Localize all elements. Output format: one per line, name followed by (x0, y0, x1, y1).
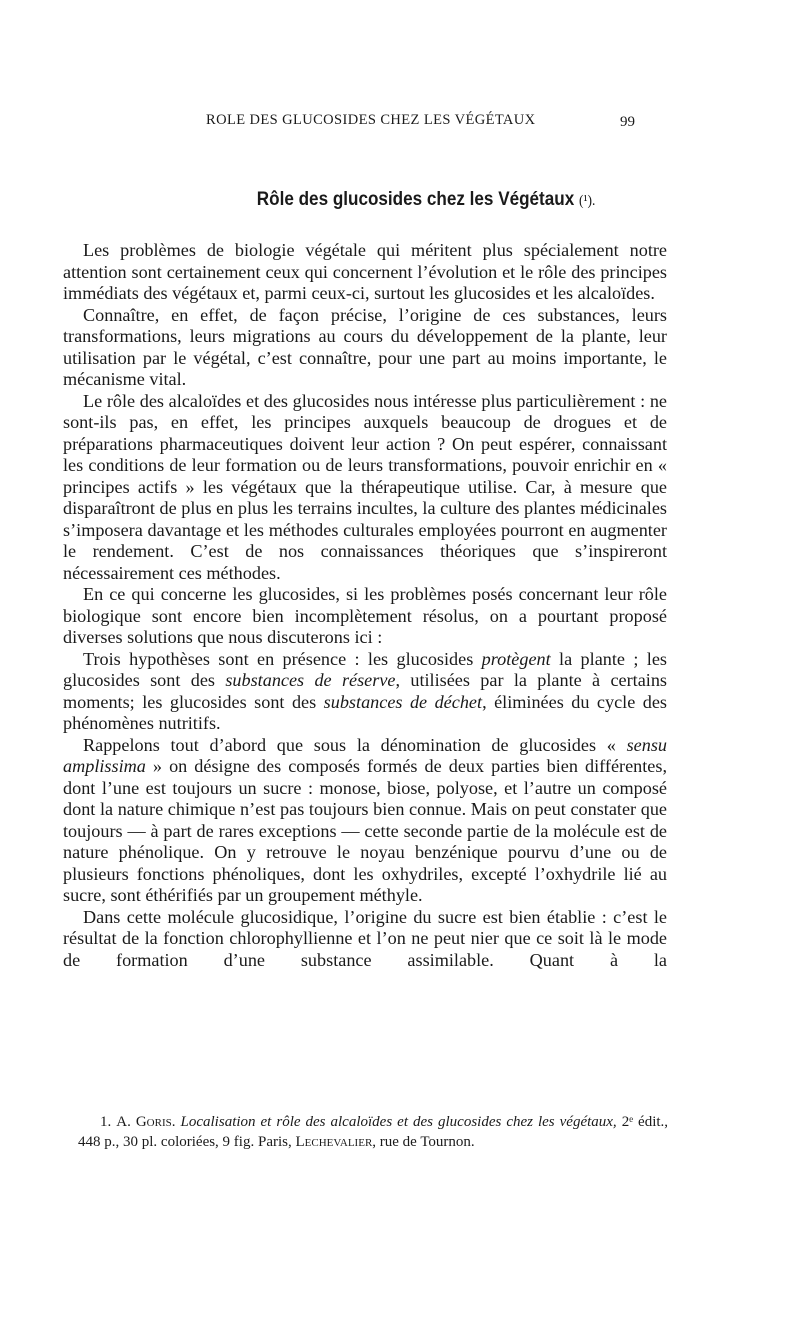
page-number: 99 (620, 114, 635, 130)
body-text (63, 240, 667, 971)
footnote-text (78, 1112, 668, 1152)
paragraph-4: En ce qui concerne les glucosides, si les problèmes posés concernant leur rôle biologique sont encore bien incomplètement résolus, on a pourtant proposé diverses solutions que nous discuterons ici : (63, 584, 667, 647)
paragraph-1: Les problèmes de biologie végétale qui méritent plus spécialement notre attention sont certainement ceux qui concernent l’évolution et le rôle des principes immédiats des végétaux et, parmi ceux-ci, surtout les glucosides et les alcaloïdes. (63, 240, 667, 303)
p5-text-c: la plante ; les glucosides sont des (63, 648, 667, 690)
paragraph-3: Le rôle des alcaloïdes et des glucosides nous intéresse plus particulièrement : ne sont-ils pas, en effet, les principes auxquels beaucoup de drogues et de préparations pharmaceutiques doivent leur action ? On peut espérer, connaissant les conditions de leur formation ou de leurs transformations, pouvoir enrichir en « principes actifs » les végétaux que la thérapeutique utilise. Car, à mesure que disparaîtront de plus en plus les terrains incultes, la culture des plantes médicinales s’imposera davantage et les méthodes culturales employées pourront en augmenter le rendement. C’est de nos connaissances théoriques que s’inspireront nécessairement ces méthodes. (63, 390, 667, 583)
paragraph-2: Connaître, en effet, de façon précise, l’origine de ces substances, leurs transformations, leurs migrations au cours du développement de la plante, leur utilisation par le végétal, c’est connaître, pour une part au moins importante, le mécanisme vital. (63, 304, 667, 389)
p5-emphasis-reserve: substances de réserve (225, 670, 396, 690)
p6-text-a: Rappelons tout d’abord que sous la dénomination de glucosides « (83, 734, 627, 755)
paragraph-5 (63, 649, 667, 735)
p5-emphasis-protegent: protègent (481, 648, 551, 669)
running-head: ROLE DES GLUCOSIDES CHEZ LES VÉGÉTAUX (206, 112, 536, 128)
paragraph-6 (63, 735, 667, 907)
p5-emphasis-dechet: substances de déchet (323, 691, 483, 712)
footnote-details-a: 2ᵉ édit., 448 p., 30 pl. coloriées, 9 fig. Paris, (78, 1114, 669, 1150)
p6-text-c: » on désigne des composés formés de deux parties bien différentes, dont l’une est toujours un sucre : monose, biose, polyose, et l’autre un composé dont la nature chimique n’est pas toujours bien connue. Mais on peut constater que toujours — à part de rares exceptions — cette seconde partie de la molécule est de nature phénolique. On y retrouve le noyau benzénique pourvu d’une ou de plusieurs fonctions phénoliques, dont les oxhydriles, excepté l’oxhydrile lié au sucre, sont éthérifiés par un groupement méthyle. (63, 756, 667, 905)
chapter-title-text: Rôle des glucosides chez les Végétaux (256, 189, 575, 210)
p5-text-g: , éliminées du cycle des phénomènes nutritifs. (63, 691, 667, 733)
footnote-number: 1. (100, 1114, 112, 1130)
paragraph-7: Dans cette molécule glucosidique, l’origine du sucre est bien établie : c’est le résultat de la fonction chlorophyllienne et l’on ne peut nier que ce soit là le mode de formation d’une substance assimilable. Quant à la (63, 906, 667, 970)
p5-text-e: , utilisées par la plante à certains moments; les glucosides sont des (63, 670, 667, 712)
footnote-publisher: Lechevalier (295, 1134, 373, 1150)
footnote-author: A. Goris. (116, 1114, 176, 1130)
chapter-title (40, 189, 760, 211)
p5-text-a: Trois hypothèses sont en présence : les glucosides (83, 648, 482, 669)
footnote-work-title: Localisation et rôle des alcaloïdes et des glucosides chez les végétaux, (180, 1114, 617, 1130)
p6-emphasis-sensu: sensu amplissima (63, 734, 667, 776)
footnote-details-b: , rue de Tournon. (372, 1134, 475, 1150)
footnote-reference: (¹). (578, 193, 596, 209)
footnote (78, 1112, 668, 1152)
